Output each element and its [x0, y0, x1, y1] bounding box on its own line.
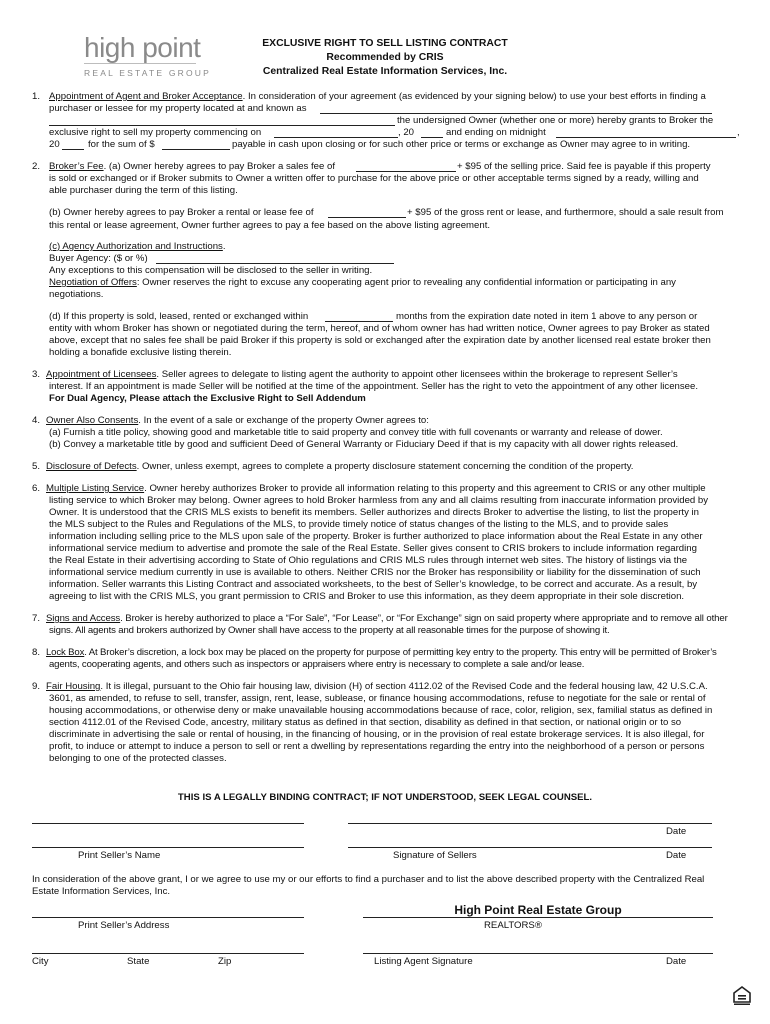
months-field[interactable]: [325, 321, 393, 322]
section-1-number: 1.: [32, 91, 41, 102]
city-label: City: [32, 956, 49, 967]
company-logo-tagline: REAL ESTATE GROUP: [84, 68, 211, 78]
section-2b-line-1a: (b) Owner hereby agrees to pay Broker a rental or lease fee of: [49, 207, 314, 218]
section-6-line-9: information. Seller warrants this Listing Contract and associated worksheets, to the best of Seller’s knowledge, to be correct and accurate. As a result, by: [49, 579, 698, 590]
section-6-line-7: the Real Estate in their advertising according to State of Ohio regulations and CRIS MLS rules through internet web sites. The history of listings via the: [49, 555, 688, 566]
section-1-line-1: [49, 91, 706, 103]
section-2d-line-2: entity with whom Broker has shown or negotiated during the term, hereof, and of whom owner has had written notice, Owner agrees to pay Broker as stated: [49, 323, 710, 334]
property-address-field[interactable]: [320, 113, 712, 114]
section-2-line-1b: + $95 of the selling price. Said fee is payable if this property: [457, 161, 711, 172]
print-seller-address-label: Print Seller’s Address: [78, 920, 170, 931]
section-4-heading: Owner Also Consents: [46, 415, 139, 426]
ending-date-field[interactable]: [556, 137, 736, 138]
section-5-number: 5.: [32, 461, 41, 472]
section-3-line-1: [46, 369, 678, 381]
section-5-heading: Disclosure of Defects: [46, 461, 137, 472]
buyer-agency-label: Buyer Agency: ($ or %): [49, 253, 148, 264]
section-8-line-1: [46, 647, 717, 659]
section-6-heading: Multiple Listing Service: [46, 483, 145, 494]
section-6-line-8: informational service medium currently in use is available to others. Neither CRIS nor the Broker has responsibility or liability for the dissemination of such: [49, 567, 701, 578]
section-4-number: 4.: [32, 415, 41, 426]
section-8-text: . At Broker’s discretion, a lock box may be placed on the property for purpose of permitting key entry to the property. This entry will be permitted of Broker’s: [84, 647, 717, 658]
logo-divider: [84, 63, 196, 64]
consideration-line-2: Estate Information Services, Inc.: [32, 886, 171, 897]
section-6-line-4: the MLS subject to the Rules and Regulations of the MLS, to provide timely notice of status changes of the listing to the MLS, and to provide sales: [49, 519, 669, 530]
section-2d-line-1b: months from the expiration date noted in item 1 above to any person or: [396, 311, 698, 322]
section-8-line-2: agents, cooperating agents, and others such as inspectors or appraisers where entry is necessary to complete a sale and/or lease.: [49, 659, 585, 670]
consideration-line-1: In consideration of the above grant, I or we agree to use my or our efforts to find a purchaser and to list the above described property with the Centralized Real: [32, 874, 705, 885]
section-3-text: . Seller agrees to delegate to listing agent the authority to appoint other licensees within the brokerage to represent Seller’s: [156, 369, 678, 380]
date-label-3: Date: [666, 956, 687, 967]
section-6-text: . Owner hereby authorizes Broker to provide all information relating to this property and this agreement to CRIS or any other multiple: [144, 483, 706, 494]
section-9-line-3: housing accommodations, or otherwise deny or make unavailable housing accommodations because of race, color, religion, sex, familial status as defined in: [49, 705, 713, 716]
print-seller-name-label: Print Seller’s Name: [78, 850, 161, 861]
section-7-line-1: [46, 613, 728, 625]
realtors-label: REALTORS®: [484, 920, 542, 931]
section-1-heading: Appointment of Agent and Broker Acceptance: [49, 91, 243, 102]
negotiation-heading: Negotiation of Offers: [49, 277, 137, 288]
signature-of-sellers-line[interactable]: [348, 847, 712, 848]
document-subtitle: Recommended by CRIS: [326, 52, 444, 63]
signature-of-sellers-label: Signature of Sellers: [393, 850, 477, 861]
listing-agent-signature-label: Listing Agent Signature: [374, 956, 473, 967]
section-7-text: . Broker is hereby authorized to place a “For Sale”, “For Lease”, or “For Exchange” sign on said property where appropriate and to remove all other: [120, 613, 728, 624]
document-org: Centralized Real Estate Information Services, Inc.: [262, 66, 508, 77]
section-2d-line-4: holding a bonafide exclusive listing therein.: [49, 347, 232, 358]
section-7-line-2: signs. All agents and brokers authorized by Owner shall have access to the property at all reasonable times for the purpose of showing it.: [49, 625, 610, 636]
print-seller-name-line[interactable]: [32, 847, 304, 848]
section-9-line-6: profit, to induce or attempt to induce a person to sell or rent a dwelling by representations regarding the entry into the neighborhood of a person or persons: [49, 741, 705, 752]
section-9-line-4: section 4112.01 of the Revised Code, ancestry, military status as defined in that section, disability as defined in that section, or national origin or to so: [49, 717, 682, 728]
document-title: EXCLUSIVE RIGHT TO SELL LISTING CONTRACT: [262, 38, 508, 49]
date-label-2: Date: [666, 850, 687, 861]
section-2c-line-2: Any exceptions to this compensation will be disclosed to the seller in writing.: [49, 265, 373, 276]
section-6-line-1: [46, 483, 706, 495]
company-logo-wordmark: high point: [84, 32, 201, 63]
section-2c-line: [49, 241, 226, 253]
listing-agent-signature-line[interactable]: [363, 953, 713, 954]
section-5-line-1: [46, 461, 633, 473]
section-9-line-5: discriminate in advertising the sale or rental of housing, in the financing of housing, or in the provision of real estate brokerage services. It is also illegal, for: [49, 729, 705, 740]
section-7-heading: Signs and Access: [46, 613, 121, 624]
section-1-line-2: purchaser or lessee for my property located at and known as: [49, 103, 307, 114]
section-9-heading: Fair Housing: [46, 681, 101, 692]
section-9-number: 9.: [32, 681, 41, 692]
city-state-zip-line[interactable]: [32, 953, 304, 954]
section-2d-line-1a: (d) If this property is sold, leased, rented or exchanged within: [49, 311, 309, 322]
section-4-item-b: (b) Convey a marketable title by good and sufficient Deed of General Warranty or Fiduciary Deed if that is my capacity with all dower rights released.: [49, 439, 679, 450]
section-2-heading: Broker’s Fee: [49, 161, 104, 172]
legal-warning: THIS IS A LEGALLY BINDING CONTRACT; IF NOT UNDERSTOOD, SEEK LEGAL COUNSEL.: [177, 792, 593, 803]
section-7-number: 7.: [32, 613, 41, 624]
section-2c-dot: .: [222, 241, 226, 252]
negotiation-line-1: [49, 277, 676, 289]
negotiation-text: : Owner reserves the right to excuse any cooperating agent prior to revealing any confidential information or participating in any: [136, 277, 676, 288]
print-seller-address-line[interactable]: [32, 917, 304, 918]
section-2b-line-1b: + $95 of the gross rent or lease, and furthermore, should a sale result from: [407, 207, 724, 218]
section-6-line-2: listing service to which Broker may belong. Owner agrees to hold Broker harmless from any and all claims resulting from inaccurate information provided by: [49, 495, 709, 506]
sales-fee-field[interactable]: [356, 171, 456, 172]
section-1-line-4c: and ending on midnight: [446, 127, 546, 138]
section-1-line-4a: exclusive right to sell my property commencing on: [49, 127, 262, 138]
company-line: [363, 917, 713, 918]
section-2-number: 2.: [32, 161, 41, 172]
commencing-year-field[interactable]: [421, 137, 443, 138]
date-label-1: Date: [666, 826, 687, 837]
section-2c-heading: (c) Agency Authorization and Instructions: [49, 241, 223, 252]
section-6-line-10: agreeing to list with the CRIS MLS, you grant permission to CRIS and Broker to use this information, as they deem appropriate in their sole discretion.: [49, 591, 685, 602]
section-6-line-6: informational service medium to advertise and promote the sale of the Real Estate. Seller gives consent to CRIS brokers to include information regarding: [49, 543, 697, 554]
section-2-text: . (a) Owner hereby agrees to pay Broker a sales fee of: [103, 161, 336, 172]
zip-label: Zip: [218, 956, 232, 967]
section-6-number: 6.: [32, 483, 41, 494]
section-6-line-3: Owner. It is understood that the CRIS MLS exists to benefit its members. Seller authorizes and directs Broker to advertise the listing, to list the property in: [49, 507, 700, 518]
section-2-line-3: able purchaser during the term of this listing.: [49, 185, 238, 196]
section-6-line-5: information including selling price to the MLS upon sale of the property. Broker is further authorized to place information about the Real Estate in any other: [49, 531, 703, 542]
property-address-field-2[interactable]: [49, 125, 395, 126]
seller-signature-line-2[interactable]: [348, 823, 712, 824]
lease-fee-field[interactable]: [328, 217, 406, 218]
price-field[interactable]: [162, 149, 230, 150]
section-1-line-5b: for the sum of $: [88, 139, 155, 150]
ending-year-field[interactable]: [62, 149, 84, 150]
section-2d-line-3: above, except that no sales fee shall be paid Broker if this property is sold or exchanged after the expiration date by another licensed real estate broker then: [49, 335, 711, 346]
section-1-text: . In consideration of your agreement (as evidenced by your signing below) to use your best efforts in finding a: [242, 91, 706, 102]
section-1-line-5a: 20: [49, 139, 60, 150]
section-4-item-a: (a) Furnish a title policy, showing good and marketable title to said property and convey title with full covenants or warranty and release of dower.: [49, 427, 663, 438]
section-2-line-2: is sold or exchanged or if Broker submits to Owner a written offer to purchase for the above price or other acceptable terms signed by a ready, willing and: [49, 173, 699, 184]
section-2-line-1: [49, 161, 335, 173]
section-1-line-3: the undersigned Owner (whether one or more) hereby grants to Broker the: [397, 115, 714, 126]
section-9-text: . It is illegal, pursuant to the Ohio fair housing law, division (H) of section 4112.02 of the Revised Code and the federal housing law, 42 U.S.C.A.: [100, 681, 708, 692]
section-1-line-4d: ,: [737, 127, 740, 138]
section-3-heading: Appointment of Licensees: [46, 369, 157, 380]
section-8-number: 8.: [32, 647, 41, 658]
section-9-line-7: belonging to one of the protected classes.: [49, 753, 227, 764]
section-3-line-3: For Dual Agency, Please attach the Exclusive Right to Sell Addendum: [49, 393, 366, 404]
section-9-line-1: [46, 681, 708, 693]
company-name: High Point Real Estate Group: [454, 903, 622, 917]
section-1-line-4b: , 20: [398, 127, 415, 138]
section-5-text: . Owner, unless exempt, agrees to complete a property disclosure statement concerning the condition of the property.: [136, 461, 634, 472]
negotiation-line-2: negotiations.: [49, 289, 104, 300]
equal-housing-icon: [733, 986, 751, 1006]
section-4-line-1: [46, 415, 429, 427]
state-label: State: [127, 956, 150, 967]
section-3-number: 3.: [32, 369, 41, 380]
section-3-line-2: interest. If an appointment is made Seller will be notified at the time of the appointment. Seller has the right to veto the appointment of any other licensee.: [49, 381, 699, 392]
section-9-line-2: 3601, as amended, to refuse to sell, transfer, assign, rent, lease, sublease, or finance housing accommodations, refuse to negotiate for the sale or rental of: [49, 693, 706, 704]
section-1-line-5c: payable in cash upon closing or for such other price or terms or exchange as Owner may agree to in writing.: [232, 139, 691, 150]
buyer-agency-field[interactable]: [156, 263, 394, 264]
section-4-text: . In the event of a sale or exchange of the property Owner agrees to:: [138, 415, 429, 426]
commencing-date-field[interactable]: [274, 137, 398, 138]
seller-signature-line-1[interactable]: [32, 823, 304, 824]
section-2b-line-2: this rental or lease agreement, Owner further agrees to pay a fee based on the above listing agreement.: [49, 220, 491, 231]
section-8-heading: Lock Box: [46, 647, 85, 658]
